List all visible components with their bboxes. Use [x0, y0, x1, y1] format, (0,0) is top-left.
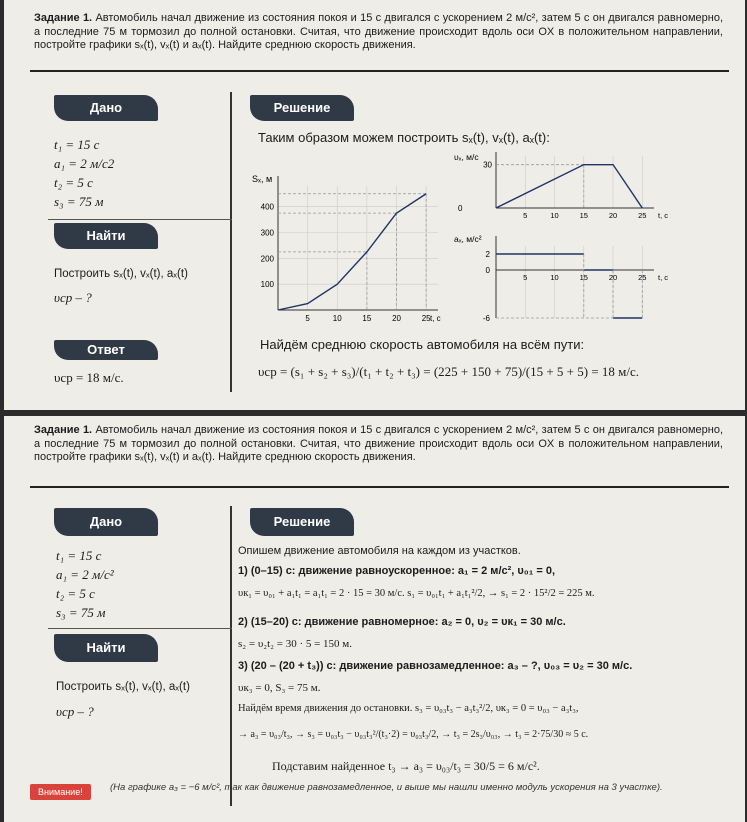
x-tick-label: 5 [523, 211, 528, 220]
x-tick-label: 15 [579, 273, 588, 282]
y-tick-label: 100 [260, 280, 274, 290]
x-tick-label: 20 [392, 314, 401, 323]
answer-value: υср = 18 м/с. [54, 370, 124, 385]
x-tick-label: 15 [579, 211, 588, 220]
answer-header: Ответ [54, 340, 158, 360]
y-tick-label: 200 [260, 254, 274, 264]
given-item: a₁ = 2 м/с2 [54, 156, 115, 171]
task-body: Автомобиль начал движение из состояния покоя и 15 с двигался с ускорением 2 м/с², затем 5 с он двигался равномерно, а последние 75 м тормозил до полной остановки. Считая, что движение происходит вдоль оси OX в положительном направлении, постройте графики sₓ(t), vₓ(t) и aₓ(t). Найдите среднюю скорость движения. [34, 12, 723, 51]
given-item: t₂ = 5 с [56, 586, 95, 601]
x-tick-label: 25 [638, 273, 647, 282]
find-header: Найти [54, 223, 158, 249]
given-item: s₃ = 75 м [56, 605, 106, 620]
x-axis-label: t, с [430, 314, 441, 323]
find-header: Найти [54, 634, 158, 662]
x-tick-label: 10 [550, 273, 559, 282]
column-divider [230, 506, 232, 806]
series-line [496, 165, 642, 208]
given-header: Дано [54, 95, 158, 121]
chart-a [454, 230, 674, 330]
solution-header: Решение [250, 95, 354, 121]
task-label: Задание 1. [34, 12, 93, 24]
warning-note: (На графике a₃ = −6 м/с², так как движение равнозамедленное, и выше мы нашли именно модуль ускорения на 3 участке). [110, 782, 663, 793]
slide-bottom [4, 416, 745, 822]
y-tick-label: 0 [458, 204, 463, 213]
x-tick-label: 20 [608, 273, 618, 282]
x-tick-label: 5 [305, 314, 310, 323]
solution-header: Решение [250, 508, 354, 536]
y-tick-label: 400 [260, 202, 274, 212]
y-tick-label: 2 [485, 250, 490, 259]
given-item: t₁ = 15 с [54, 137, 100, 152]
y-axis-label: aₓ, м/с² [454, 234, 482, 244]
y-tick-label: -6 [482, 314, 490, 323]
given-divider [48, 219, 232, 220]
avg-speed-formula: υср = (s₁ + s₂ + s₃)/(t₁ + t₂ + t₃) = (225 + 150 + 75)/(15 + 5 + 5) = 18 м/с. [258, 364, 640, 379]
y-tick-label: 300 [260, 228, 274, 238]
y-axis-label: υₓ, м/с [454, 152, 479, 162]
x-tick-label: 5 [523, 273, 528, 282]
solution-step: 2) (15–20) с: движение равномерное: a₂ = 0, υ₂ = υк₁ = 30 м/с. [238, 616, 566, 628]
find-item: υср – ? [56, 704, 94, 719]
find-item: υср – ? [54, 290, 92, 305]
solution-step: 3) (20 – (20 + t₃)) с: движение равнозамедленное: a₃ – ?, υ₀₃ = υ₂ = 30 м/с. [238, 660, 633, 672]
solution-step: υк₃ = 0, S₃ = 75 м. [238, 682, 321, 694]
x-tick-label: 20 [608, 211, 618, 220]
given-divider [48, 628, 232, 629]
given-item: t₂ = 5 с [54, 175, 93, 190]
chart-s [248, 172, 448, 330]
given-list [54, 135, 114, 211]
divider [30, 486, 729, 488]
given-item: s₃ = 75 м [54, 194, 104, 209]
solution-intro: Таким образом можем построить sₓ(t), vₓ(t), aₓ(t): [258, 130, 550, 145]
find-item: Построить sₓ(t), vₓ(t), aₓ(t) [56, 681, 190, 693]
solution-step: Опишем движение автомобиля на каждом из участков. [238, 545, 521, 557]
x-axis-label: t, с [658, 211, 669, 220]
solution-step: → a₃ = υ₀₃/t₃, → s₃ = υ₀₃t₃ − υ₀₃t₃²/(t₃·2) = υ₀₃t₃/2, → t₃ = 2s₃/υ₀₃, → t₃ = 2·75/30 ≈ 5 с. [238, 729, 589, 740]
y-axis-label: Sₓ, м [252, 174, 273, 184]
x-tick-label: 10 [550, 211, 559, 220]
task-text [34, 12, 723, 53]
chart-v [454, 150, 674, 230]
y-tick-label: 0 [485, 266, 490, 275]
given-item: t₁ = 15 с [56, 548, 102, 563]
given-item: a₁ = 2 м/с² [56, 567, 114, 582]
slide-top [4, 0, 745, 410]
x-tick-label: 15 [362, 314, 372, 323]
given-list [56, 546, 114, 622]
divider [30, 70, 729, 72]
solution-step: υк₁ = υ₀₁ + a₁t₁ = a₁t₁ = 2 · 15 = 30 м/с. s₁ = υ₀₁t₁ + a₁t₁²/2, → s₁ = 2 · 15²/2 = 225 м. [238, 588, 595, 599]
x-axis-label: t, с [658, 273, 669, 282]
x-tick-label: 25 [421, 314, 431, 323]
given-header: Дано [54, 508, 158, 536]
task-text [34, 424, 723, 465]
solution-step: Подставим найденное t₃ → a₃ = υ₀₃/t₃ = 30/5 = 6 м/с². [272, 759, 540, 773]
column-divider [230, 92, 232, 392]
x-tick-label: 25 [638, 211, 647, 220]
y-tick-label: 30 [483, 160, 492, 170]
solution-step: Найдём время движения до остановки. s₃ = υ₀₃t₃ − a₃t₃²/2, υк₃ = 0 = υ₀₃ − a₃t₃, [238, 703, 579, 714]
task-body: Автомобиль начал движение из состояния покоя и 15 с двигался с ускорением 2 м/с², затем 5 с он двигался равномерно, а последние 75 м тормозил до полной остановки. Считая, что движение происходит вдоль оси OX в положительном направлении, постройте графики sₓ(t), vₓ(t) и aₓ(t). Найдите среднюю скорость движения. [34, 424, 723, 463]
x-tick-label: 10 [332, 314, 342, 323]
solution-step: 1) (0–15) с: движение равноускоренное: a₁ = 2 м/с², υ₀₁ = 0, [238, 565, 556, 577]
avg-speed-text: Найдём среднюю скорость автомобиля на всём пути: [260, 337, 585, 352]
task-label: Задание 1. [34, 424, 93, 436]
solution-step: s₂ = υ₂t₂ = 30 · 5 = 150 м. [238, 638, 353, 650]
find-item: Построить sₓ(t), vₓ(t), aₓ(t) [54, 268, 188, 280]
warning-badge: Внимание! [30, 784, 91, 800]
